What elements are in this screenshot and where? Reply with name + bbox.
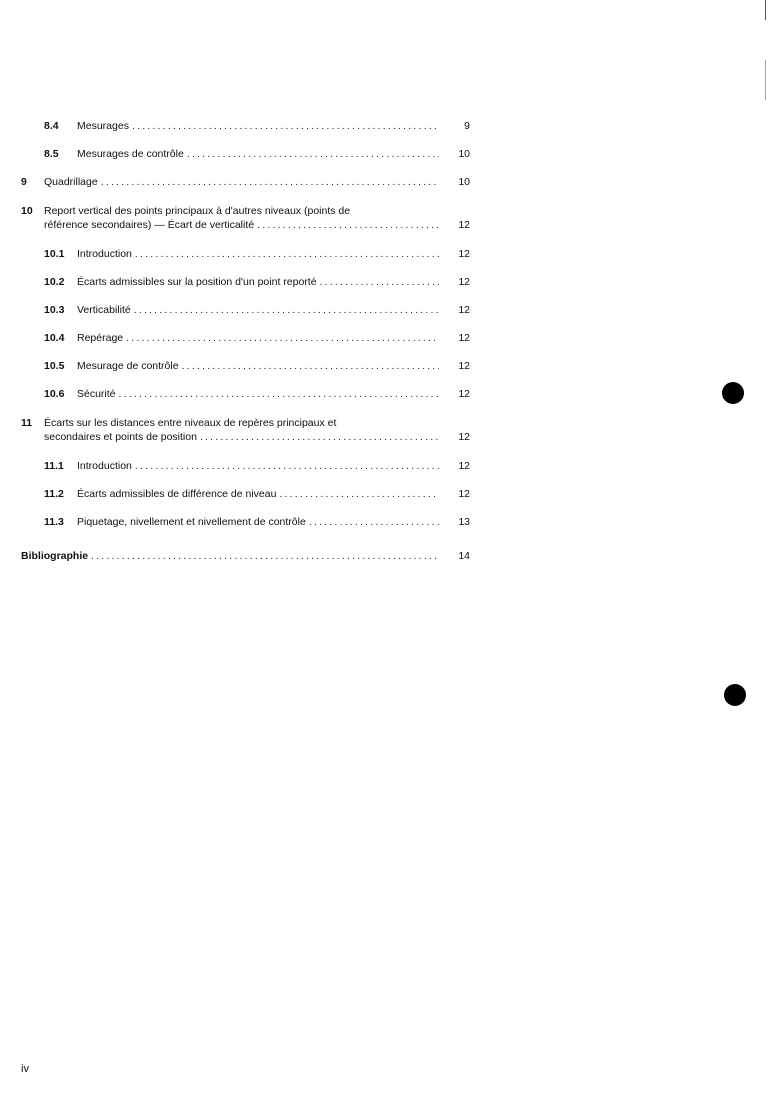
toc-section-title: Introduction (77, 248, 132, 260)
leader-dots (279, 487, 439, 501)
leader-dots (101, 175, 439, 189)
toc-section-title: Écarts admissibles de différence de niveau (77, 488, 277, 500)
toc-page-number: 12 (458, 488, 470, 500)
toc-page-number: 12 (458, 388, 470, 400)
toc-page-number: 9 (464, 120, 470, 132)
toc-section-number: 9 (21, 176, 27, 188)
leader-dots (257, 218, 439, 232)
scan-edge-mark (765, 0, 766, 20)
leader-dots (132, 119, 439, 133)
toc-page-number: 12 (458, 248, 470, 260)
punch-hole-top (722, 382, 744, 404)
toc-section-title: secondaires et points de position (44, 431, 197, 443)
toc-page-number: 12 (458, 219, 470, 231)
toc-section-title: référence secondaires) — Écart de verticalité (44, 219, 255, 231)
toc-section-number: 10 (21, 205, 33, 217)
toc-section-number: 10.2 (44, 276, 65, 288)
punch-hole-bottom (724, 684, 746, 706)
toc-section-number: 11.1 (44, 460, 64, 472)
toc-section-title: Mesurages (77, 120, 129, 132)
toc-page-number: 10 (458, 176, 470, 188)
bibliography-page-number: 14 (458, 550, 470, 562)
toc-section-title: Introduction (77, 460, 132, 472)
toc-page-number: 12 (458, 332, 470, 344)
toc-section-title: Écarts sur les distances entre niveaux de repères principaux et (44, 417, 337, 429)
toc-section-title: Piquetage, nivellement et nivellement de contrôle (77, 516, 306, 528)
leader-dots (126, 331, 439, 345)
scan-edge-mark (765, 60, 766, 100)
toc-section-title: Écarts admissibles sur la position d'un point reporté (77, 276, 317, 288)
leader-dots (91, 549, 439, 563)
toc-section-number: 11.3 (44, 516, 64, 528)
leader-dots (309, 515, 439, 529)
toc-section-title: Mesurages de contrôle (77, 148, 184, 160)
toc-page-number: 12 (458, 276, 470, 288)
toc-page-number: 12 (458, 460, 470, 472)
toc-section-number: 10.4 (44, 332, 65, 344)
toc-page-number: 12 (458, 431, 470, 443)
toc-section-number: 10.6 (44, 388, 65, 400)
toc-section-title: Report vertical des points principaux à d'autres niveaux (points de (44, 205, 351, 217)
leader-dots (200, 430, 439, 444)
toc-section-number: 10.1 (44, 248, 65, 260)
toc-section-title: Quadrillage (44, 176, 98, 188)
toc-page-number: 10 (458, 148, 470, 160)
toc-section-number: 10.5 (44, 360, 65, 372)
toc-section-title: Repérage (77, 332, 124, 344)
leader-dots (119, 387, 439, 401)
leader-dots (134, 303, 439, 317)
leader-dots (135, 459, 439, 473)
toc-section-number: 11 (21, 417, 33, 429)
toc-section-number: 11.2 (44, 488, 64, 500)
toc-page-number: 12 (458, 360, 470, 372)
toc-page-number: 12 (458, 304, 470, 316)
bibliography-title: Bibliographie (21, 550, 89, 562)
toc-section-number: 8.4 (44, 120, 59, 132)
leader-dots (320, 275, 439, 289)
leader-dots (135, 247, 439, 261)
toc-section-number: 8.5 (44, 148, 59, 160)
toc-section-title: Sécurité (77, 388, 116, 400)
page-number-footer: iv (21, 1063, 29, 1075)
toc-section-title: Mesurage de contrôle (77, 360, 179, 372)
toc-section-title: Verticabilité (77, 304, 131, 316)
toc-page-number: 13 (458, 516, 470, 528)
toc-section-number: 10.3 (44, 304, 65, 316)
leader-dots (182, 359, 439, 373)
leader-dots (187, 147, 439, 161)
